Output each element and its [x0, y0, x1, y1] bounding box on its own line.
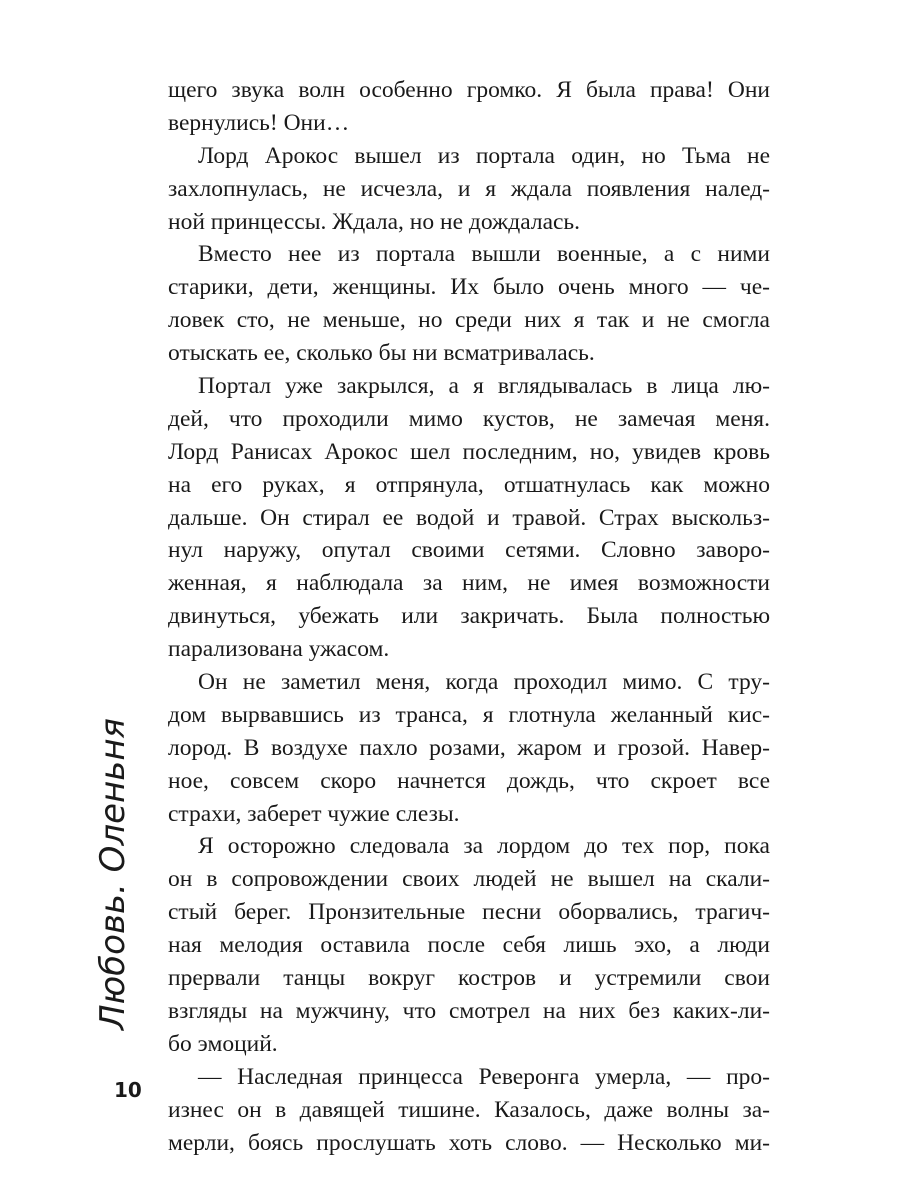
text-line: захлопнулась, не исчезла, и я ждала появления налед- [168, 175, 770, 202]
running-head: Любовь. Оленьня [93, 717, 133, 1030]
text-line: Портал уже закрылся, а я вглядывалась в лица лю- [198, 373, 770, 400]
text-line: дей, что проходили мимо кустов, не замечая меня. [168, 405, 770, 432]
text-line: стый берег. Пронзительные песни оборвались, трагич- [168, 899, 770, 926]
text-line: ное, совсем скоро начнется дождь, что скроет все [168, 767, 770, 794]
text-line: женная, я наблюдала за ним, не имея возможности [168, 570, 770, 597]
text-line: — Наследная принцесса Реверонга умерла, — про- [198, 1063, 770, 1090]
text-line: Лорд Ранисах Арокос шел последним, но, увидев кровь [168, 438, 770, 465]
text-line: двинуться, убежать или закричать. Была полностью [168, 603, 770, 630]
text-line: Лорд Арокос вышел из портала один, но Тьма не [198, 142, 770, 169]
text-line: лород. В воздухе пахло розами, жаром и грозой. Навер- [168, 734, 770, 761]
text-line: Я осторожно следовала за лордом до тех пор, пока [198, 833, 770, 860]
text-line: отыскать ее, сколько бы ни всматривалась. [168, 340, 595, 367]
text-line: вернулись! Они… [168, 109, 350, 136]
text-line: дом вырвавшись из транса, я глотнула желанный кис- [168, 701, 770, 728]
text-line: изнес он в давящей тишине. Казалось, даже волны за- [168, 1096, 770, 1123]
text-line: парализована ужасом. [168, 636, 390, 663]
text-line: он в сопровождении своих людей не вышел на скали- [168, 866, 770, 893]
text-line: ной принцессы. Ждала, но не дождалась. [168, 208, 581, 235]
text-line: взгляды на мужчину, что смотрел на них без каких-ли- [168, 997, 770, 1024]
text-line: страхи, заберет чужие слезы. [168, 800, 460, 827]
text-line: ловек сто, не меньше, но среди них я так и не смогла [168, 307, 770, 334]
text-line: Вместо нее из портала вышли военные, а с ними [198, 241, 770, 268]
body-text [168, 74, 770, 1159]
page-number: 10 [114, 1078, 142, 1102]
text-line: Он не заметил меня, когда проходил мимо. С тру- [198, 669, 770, 696]
text-line: бо эмоций. [168, 1030, 278, 1057]
text-line: старики, дети, женщины. Их было очень много — че- [168, 274, 770, 301]
text-line: дальше. Он стирал ее водой и травой. Страх выскольз- [168, 504, 770, 531]
text-line: нул наружу, опутал своими сетями. Словно заворо- [168, 537, 770, 564]
text-line: щего звука волн особенно громко. Я была права! Они [168, 77, 770, 103]
text-line: прервали танцы вокруг костров и устремили свои [168, 965, 770, 992]
text-line: ная мелодия оставила после себя лишь эхо, а люди [168, 932, 770, 959]
text-line: на его руках, я отпрянула, отшатнулась как можно [168, 471, 770, 498]
text-line: мерли, боясь прослушать хоть слово. — Несколько ми- [168, 1129, 770, 1156]
